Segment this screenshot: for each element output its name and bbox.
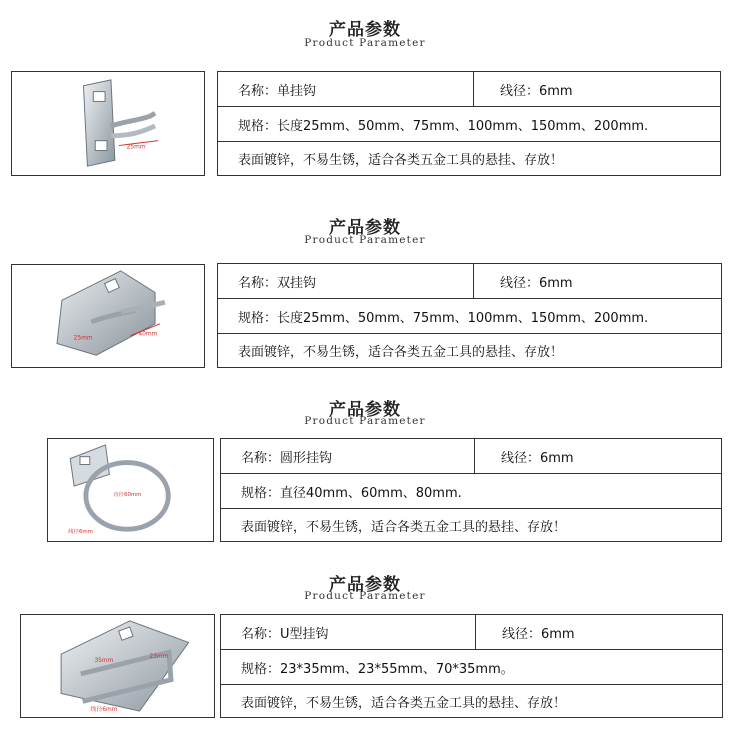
description-cell: 表面镀锌，不易生锈，适合各类五金工具的悬挂、存放！ [241,695,567,711]
wire-diameter-cell: 线径：6mm [473,72,720,106]
diameter-label: 直径60mm [113,491,142,498]
wire-label: 线径6mm [68,529,93,536]
section-title-cn: 产品参数 [329,20,401,40]
parameter-table-2 [217,263,722,368]
depth-label: 23mm [149,654,169,661]
table-row [221,684,722,717]
height-label: 25mm [73,335,93,342]
table-row [218,264,721,298]
length-label: 40mm [138,331,158,338]
product-photo-double-hook [11,264,205,368]
parameter-table-3 [220,438,722,542]
spec-cell: 规格：长度25mm、50mm、75mm、100mm、150mm、200mm. [238,310,649,326]
table-row [218,141,720,175]
section-title-en: Product Parameter [304,234,426,246]
table-row [218,72,720,106]
product-photo-single-hook [11,71,205,176]
table-row [221,508,721,541]
u-hook-image [21,615,214,717]
description-cell: 表面镀锌，不易生锈，适合各类五金工具的悬挂、存放！ [238,153,564,168]
parameter-table-1 [217,71,721,176]
name-cell: 名称：圆形挂钩 [241,450,333,466]
wire-diameter-cell: 线径：6mm [473,264,721,298]
product-section-3 [0,380,750,570]
length-label: 25mm [126,144,146,151]
product-section-1 [0,0,750,190]
table-row [221,649,722,684]
table-row [221,473,721,508]
round-hook-image [48,439,213,541]
wire-label: 线径6mm [90,707,118,714]
section-title-cn: 产品参数 [329,575,401,595]
section-title-en: Product Parameter [304,37,426,49]
spec-cell: 规格：长度25mm、50mm、75mm、100mm、150mm、200mm. [238,118,649,134]
table-row [218,106,720,141]
section-title-en: Product Parameter [304,415,426,427]
double-hook-image [12,265,204,367]
spec-cell: 规格：23*35mm、23*55mm、70*35mm。 [241,661,514,677]
parameter-table-4 [220,614,723,718]
product-section-2 [0,190,750,380]
wire-diameter-cell: 线径：6mm [475,615,722,649]
single-hook-image [12,72,204,175]
wire-diameter-cell: 线径：6mm [474,439,721,473]
product-photo-round-hook [47,438,214,542]
name-cell: 名称：双挂钩 [238,275,317,291]
table-row [221,615,722,649]
description-cell: 表面镀锌，不易生锈，适合各类五金工具的悬挂、存放！ [241,519,567,535]
section-title-cn: 产品参数 [329,218,401,238]
product-photo-u-hook [20,614,215,718]
table-row [218,298,721,333]
product-section-4 [0,570,750,750]
name-cell: 名称：单挂钩 [238,83,317,99]
section-title-en: Product Parameter [304,590,426,602]
name-cell: 名称：U型挂钩 [241,626,329,642]
width-label: 35mm [94,658,114,665]
table-row [218,333,721,367]
description-cell: 表面镀锌，不易生锈，适合各类五金工具的悬挂、存放！ [238,345,564,360]
spec-cell: 规格：直径40mm、60mm、80mm. [241,485,462,501]
table-row [221,439,721,473]
section-title-cn: 产品参数 [329,400,401,420]
